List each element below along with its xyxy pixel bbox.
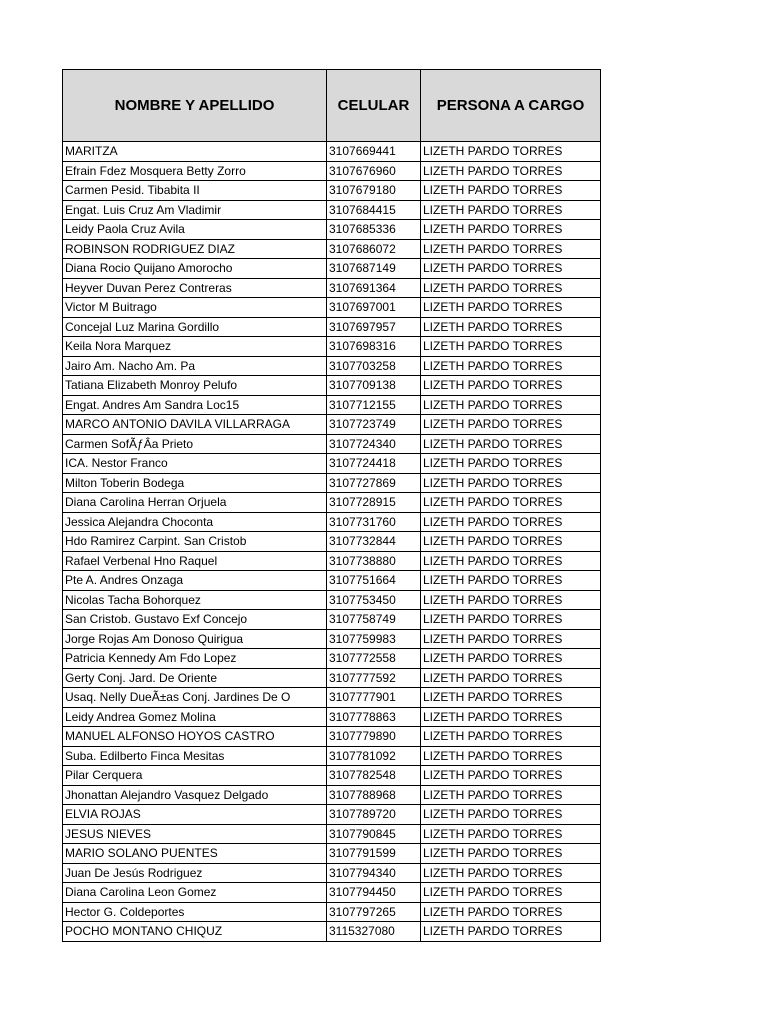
cell-responsible: LIZETH PARDO TORRES bbox=[421, 805, 601, 825]
cell-name: ROBINSON RODRIGUEZ DIAZ bbox=[63, 239, 327, 259]
cell-phone: 3107709138 bbox=[327, 376, 421, 396]
cell-name: Patricia Kennedy Am Fdo Lopez bbox=[63, 649, 327, 669]
cell-responsible: LIZETH PARDO TORRES bbox=[421, 824, 601, 844]
table-row bbox=[63, 454, 601, 474]
cell-phone: 3107697001 bbox=[327, 298, 421, 318]
table-row bbox=[63, 844, 601, 864]
cell-phone: 3107686072 bbox=[327, 239, 421, 259]
cell-name: Usaq. Nelly DueÃ±as Conj. Jardines De O bbox=[63, 688, 327, 708]
table-row bbox=[63, 922, 601, 942]
table-row bbox=[63, 766, 601, 786]
cell-responsible: LIZETH PARDO TORRES bbox=[421, 785, 601, 805]
cell-name: Leidy Paola Cruz Avila bbox=[63, 220, 327, 240]
cell-responsible: LIZETH PARDO TORRES bbox=[421, 668, 601, 688]
table-row bbox=[63, 532, 601, 552]
cell-phone: 3107738880 bbox=[327, 551, 421, 571]
cell-responsible: LIZETH PARDO TORRES bbox=[421, 571, 601, 591]
cell-name: Carmen SofÃƒÂa Prieto bbox=[63, 434, 327, 454]
table-row bbox=[63, 356, 601, 376]
cell-phone: 3107732844 bbox=[327, 532, 421, 552]
cell-phone: 3107676960 bbox=[327, 161, 421, 181]
cell-phone: 3107669441 bbox=[327, 142, 421, 162]
table-row bbox=[63, 649, 601, 669]
cell-responsible: LIZETH PARDO TORRES bbox=[421, 766, 601, 786]
cell-name: ELVIA ROJAS bbox=[63, 805, 327, 825]
table-row bbox=[63, 200, 601, 220]
cell-responsible: LIZETH PARDO TORRES bbox=[421, 629, 601, 649]
cell-responsible: LIZETH PARDO TORRES bbox=[421, 512, 601, 532]
cell-name: Hdo Ramirez Carpint. San Cristob bbox=[63, 532, 327, 552]
contacts-table bbox=[62, 69, 601, 942]
table-row bbox=[63, 590, 601, 610]
cell-name: Concejal Luz Marina Gordillo bbox=[63, 317, 327, 337]
table-row bbox=[63, 161, 601, 181]
table-row bbox=[63, 902, 601, 922]
cell-responsible: LIZETH PARDO TORRES bbox=[421, 883, 601, 903]
cell-phone: 3107731760 bbox=[327, 512, 421, 532]
table-row bbox=[63, 181, 601, 201]
cell-name: Suba. Edilberto Finca Mesitas bbox=[63, 746, 327, 766]
cell-name: Tatiana Elizabeth Monroy Pelufo bbox=[63, 376, 327, 396]
cell-name: Rafael Verbenal Hno Raquel bbox=[63, 551, 327, 571]
table-row bbox=[63, 298, 601, 318]
table-row bbox=[63, 415, 601, 435]
cell-name: MANUEL ALFONSO HOYOS CASTRO bbox=[63, 727, 327, 747]
cell-responsible: LIZETH PARDO TORRES bbox=[421, 395, 601, 415]
cell-name: Jorge Rojas Am Donoso Quirigua bbox=[63, 629, 327, 649]
cell-phone: 3107797265 bbox=[327, 902, 421, 922]
cell-responsible: LIZETH PARDO TORRES bbox=[421, 454, 601, 474]
cell-phone: 3107684415 bbox=[327, 200, 421, 220]
cell-responsible: LIZETH PARDO TORRES bbox=[421, 590, 601, 610]
cell-name: Diana Rocio Quijano Amorocho bbox=[63, 259, 327, 279]
table-header bbox=[63, 70, 601, 142]
cell-phone: 3107777592 bbox=[327, 668, 421, 688]
cell-phone: 3107772558 bbox=[327, 649, 421, 669]
cell-responsible: LIZETH PARDO TORRES bbox=[421, 727, 601, 747]
cell-name: Heyver Duvan Perez Contreras bbox=[63, 278, 327, 298]
cell-name: Hector G. Coldeportes bbox=[63, 902, 327, 922]
header-row bbox=[63, 70, 601, 142]
table-row bbox=[63, 473, 601, 493]
table-row bbox=[63, 629, 601, 649]
cell-responsible: LIZETH PARDO TORRES bbox=[421, 746, 601, 766]
table-row bbox=[63, 493, 601, 513]
cell-responsible: LIZETH PARDO TORRES bbox=[421, 922, 601, 942]
cell-responsible: LIZETH PARDO TORRES bbox=[421, 337, 601, 357]
header-name: NOMBRE Y APELLIDO bbox=[63, 70, 327, 142]
cell-name: Efrain Fdez Mosquera Betty Zorro bbox=[63, 161, 327, 181]
cell-responsible: LIZETH PARDO TORRES bbox=[421, 220, 601, 240]
cell-responsible: LIZETH PARDO TORRES bbox=[421, 551, 601, 571]
cell-phone: 3107751664 bbox=[327, 571, 421, 591]
cell-phone: 3107698316 bbox=[327, 337, 421, 357]
cell-responsible: LIZETH PARDO TORRES bbox=[421, 142, 601, 162]
cell-name: Engat. Andres Am Sandra Loc15 bbox=[63, 395, 327, 415]
cell-phone: 3107759983 bbox=[327, 629, 421, 649]
cell-phone: 3107779890 bbox=[327, 727, 421, 747]
cell-name: Nicolas Tacha Bohorquez bbox=[63, 590, 327, 610]
cell-phone: 3107794340 bbox=[327, 863, 421, 883]
cell-name: Pte A. Andres Onzaga bbox=[63, 571, 327, 591]
table-row bbox=[63, 317, 601, 337]
table-body bbox=[63, 142, 601, 942]
table-row bbox=[63, 239, 601, 259]
table-row bbox=[63, 610, 601, 630]
table-row bbox=[63, 571, 601, 591]
cell-name: Diana Carolina Leon Gomez bbox=[63, 883, 327, 903]
cell-name: Carmen Pesid. Tibabita II bbox=[63, 181, 327, 201]
cell-name: MARITZA bbox=[63, 142, 327, 162]
cell-phone: 3107788968 bbox=[327, 785, 421, 805]
cell-name: Jessica Alejandra Choconta bbox=[63, 512, 327, 532]
cell-responsible: LIZETH PARDO TORRES bbox=[421, 610, 601, 630]
cell-phone: 3115327080 bbox=[327, 922, 421, 942]
cell-name: Victor M Buitrago bbox=[63, 298, 327, 318]
table-row bbox=[63, 727, 601, 747]
table-row bbox=[63, 551, 601, 571]
cell-name: Keila Nora Marquez bbox=[63, 337, 327, 357]
cell-phone: 3107781092 bbox=[327, 746, 421, 766]
table-row bbox=[63, 376, 601, 396]
cell-responsible: LIZETH PARDO TORRES bbox=[421, 902, 601, 922]
table-row bbox=[63, 746, 601, 766]
cell-name: Engat. Luis Cruz Am Vladimir bbox=[63, 200, 327, 220]
cell-responsible: LIZETH PARDO TORRES bbox=[421, 415, 601, 435]
table-row bbox=[63, 142, 601, 162]
cell-responsible: LIZETH PARDO TORRES bbox=[421, 688, 601, 708]
table-row bbox=[63, 785, 601, 805]
table-row bbox=[63, 337, 601, 357]
cell-responsible: LIZETH PARDO TORRES bbox=[421, 181, 601, 201]
table-row bbox=[63, 278, 601, 298]
cell-phone: 3107724418 bbox=[327, 454, 421, 474]
cell-responsible: LIZETH PARDO TORRES bbox=[421, 356, 601, 376]
cell-responsible: LIZETH PARDO TORRES bbox=[421, 278, 601, 298]
cell-name: ICA. Nestor Franco bbox=[63, 454, 327, 474]
cell-phone: 3107794450 bbox=[327, 883, 421, 903]
cell-responsible: LIZETH PARDO TORRES bbox=[421, 161, 601, 181]
cell-responsible: LIZETH PARDO TORRES bbox=[421, 298, 601, 318]
table-row bbox=[63, 805, 601, 825]
cell-name: POCHO MONTANO CHIQUZ bbox=[63, 922, 327, 942]
cell-name: Diana Carolina Herran Orjuela bbox=[63, 493, 327, 513]
cell-phone: 3107687149 bbox=[327, 259, 421, 279]
cell-responsible: LIZETH PARDO TORRES bbox=[421, 863, 601, 883]
cell-responsible: LIZETH PARDO TORRES bbox=[421, 473, 601, 493]
table-row bbox=[63, 863, 601, 883]
cell-name: Gerty Conj. Jard. De Oriente bbox=[63, 668, 327, 688]
cell-responsible: LIZETH PARDO TORRES bbox=[421, 493, 601, 513]
cell-phone: 3107712155 bbox=[327, 395, 421, 415]
table-row bbox=[63, 259, 601, 279]
cell-name: MARIO SOLANO PUENTES bbox=[63, 844, 327, 864]
cell-phone: 3107782548 bbox=[327, 766, 421, 786]
cell-phone: 3107791599 bbox=[327, 844, 421, 864]
cell-phone: 3107777901 bbox=[327, 688, 421, 708]
cell-phone: 3107685336 bbox=[327, 220, 421, 240]
cell-phone: 3107697957 bbox=[327, 317, 421, 337]
cell-phone: 3107789720 bbox=[327, 805, 421, 825]
cell-name: Pilar Cerquera bbox=[63, 766, 327, 786]
cell-name: San Cristob. Gustavo Exf Concejo bbox=[63, 610, 327, 630]
cell-name: Juan De Jesús Rodriguez bbox=[63, 863, 327, 883]
table-row bbox=[63, 668, 601, 688]
cell-name: Milton Toberin Bodega bbox=[63, 473, 327, 493]
cell-phone: 3107790845 bbox=[327, 824, 421, 844]
cell-phone: 3107703258 bbox=[327, 356, 421, 376]
header-responsible: PERSONA A CARGO bbox=[421, 70, 601, 142]
cell-responsible: LIZETH PARDO TORRES bbox=[421, 239, 601, 259]
cell-phone: 3107753450 bbox=[327, 590, 421, 610]
cell-responsible: LIZETH PARDO TORRES bbox=[421, 200, 601, 220]
cell-responsible: LIZETH PARDO TORRES bbox=[421, 532, 601, 552]
header-phone: CELULAR bbox=[327, 70, 421, 142]
table-row bbox=[63, 688, 601, 708]
table-row bbox=[63, 883, 601, 903]
cell-phone: 3107724340 bbox=[327, 434, 421, 454]
cell-responsible: LIZETH PARDO TORRES bbox=[421, 707, 601, 727]
cell-phone: 3107728915 bbox=[327, 493, 421, 513]
cell-responsible: LIZETH PARDO TORRES bbox=[421, 649, 601, 669]
cell-phone: 3107727869 bbox=[327, 473, 421, 493]
cell-phone: 3107691364 bbox=[327, 278, 421, 298]
cell-name: MARCO ANTONIO DAVILA VILLARRAGA bbox=[63, 415, 327, 435]
cell-phone: 3107723749 bbox=[327, 415, 421, 435]
cell-responsible: LIZETH PARDO TORRES bbox=[421, 434, 601, 454]
cell-name: Jhonattan Alejandro Vasquez Delgado bbox=[63, 785, 327, 805]
cell-name: JESUS NIEVES bbox=[63, 824, 327, 844]
cell-phone: 3107679180 bbox=[327, 181, 421, 201]
table-row bbox=[63, 220, 601, 240]
cell-phone: 3107778863 bbox=[327, 707, 421, 727]
cell-responsible: LIZETH PARDO TORRES bbox=[421, 376, 601, 396]
cell-name: Leidy Andrea Gomez Molina bbox=[63, 707, 327, 727]
cell-responsible: LIZETH PARDO TORRES bbox=[421, 259, 601, 279]
cell-responsible: LIZETH PARDO TORRES bbox=[421, 317, 601, 337]
table-row bbox=[63, 707, 601, 727]
table-row bbox=[63, 824, 601, 844]
table-row bbox=[63, 395, 601, 415]
cell-phone: 3107758749 bbox=[327, 610, 421, 630]
cell-name: Jairo Am. Nacho Am. Pa bbox=[63, 356, 327, 376]
cell-responsible: LIZETH PARDO TORRES bbox=[421, 844, 601, 864]
table-row bbox=[63, 512, 601, 532]
table-row bbox=[63, 434, 601, 454]
